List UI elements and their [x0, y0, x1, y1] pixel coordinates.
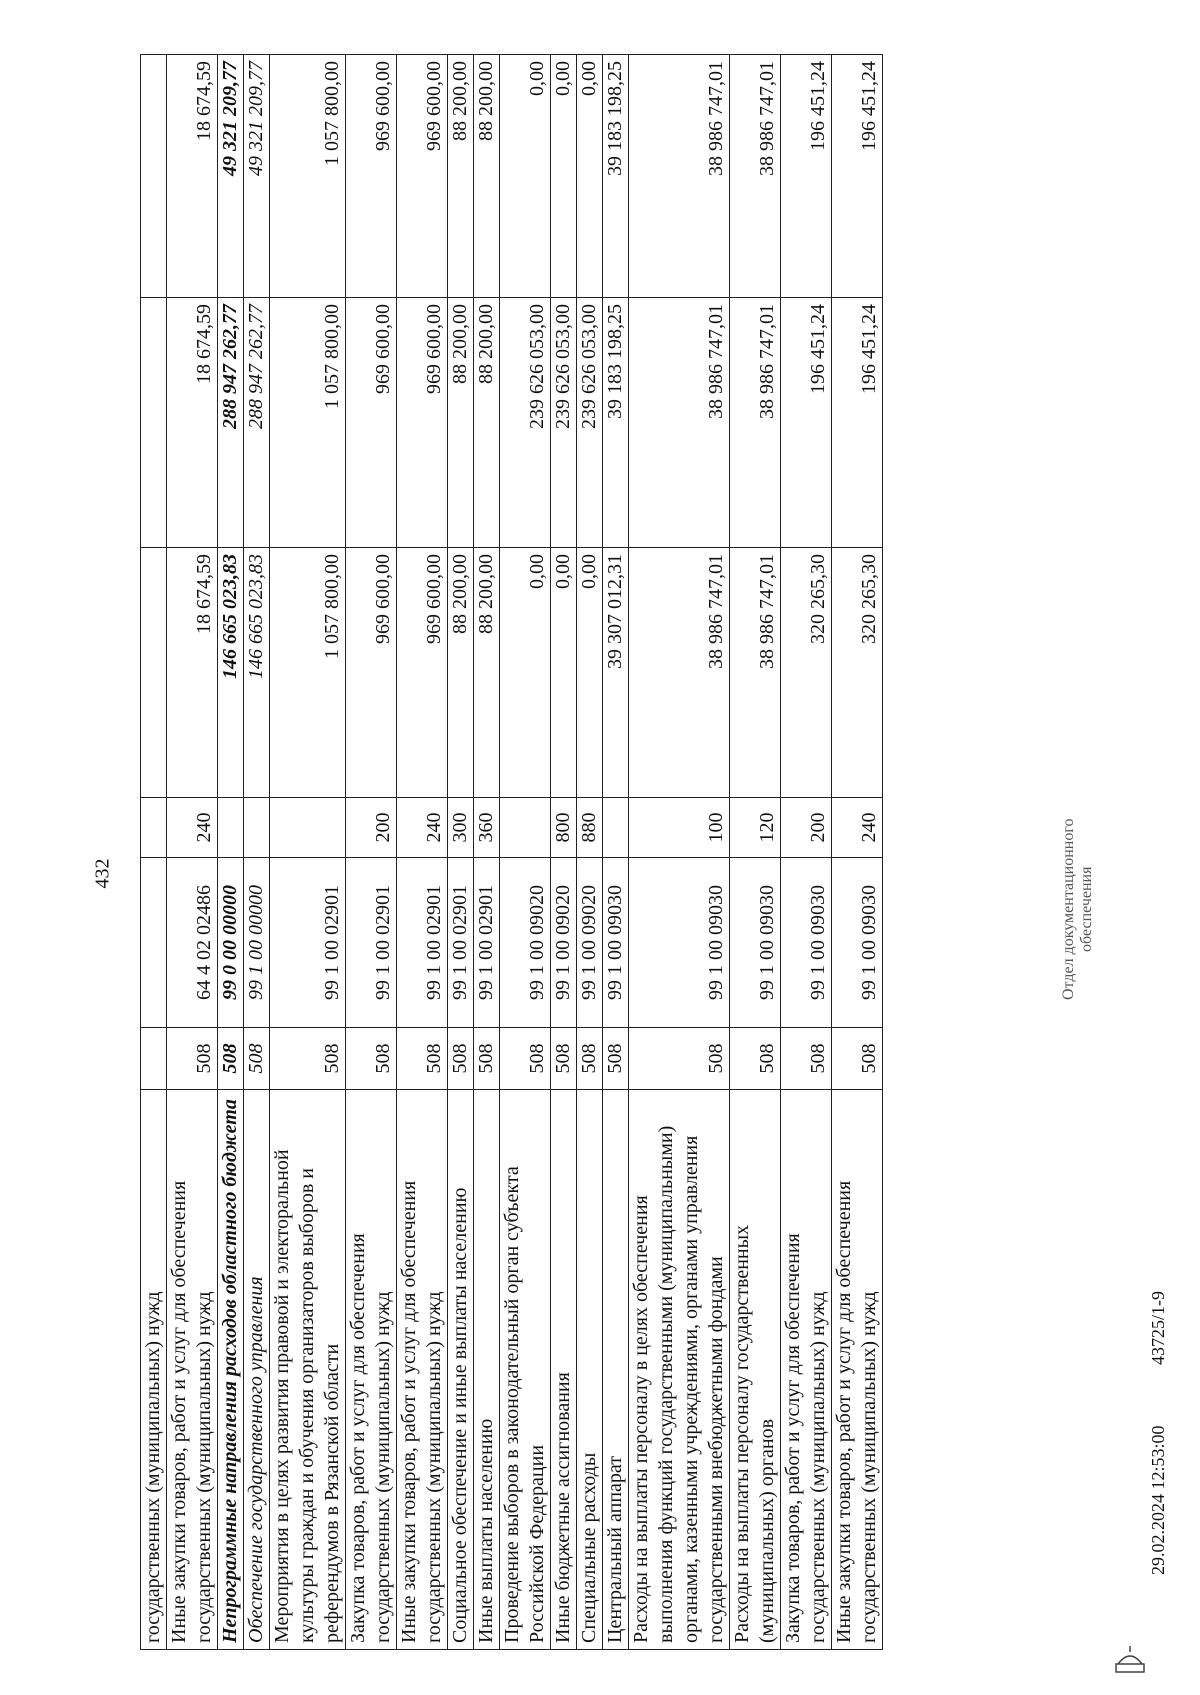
cell-v2: 38 986 747,01 [629, 298, 730, 548]
cell-v3: 88 200,00 [448, 55, 474, 298]
page-number: 432 [91, 858, 114, 889]
cell-ved: 508 [730, 1028, 781, 1090]
cell-vr: 240 [397, 798, 448, 858]
stamp-line-2: обеспечения [1078, 866, 1095, 952]
cell-v3: 49 321 209,77 [218, 55, 244, 298]
cell-name: Центральный аппарат [603, 1090, 629, 1650]
table-row [603, 55, 629, 1650]
cell-v1: 38 986 747,01 [730, 548, 781, 798]
department-stamp [1060, 818, 1096, 1000]
cell-v1: 88 200,00 [448, 548, 474, 798]
cell-csr: 99 1 00 09030 [603, 858, 629, 1028]
cell-name: Обеспечение государственного управления [244, 1090, 270, 1650]
cell-csr: 99 1 00 09020 [551, 858, 577, 1028]
cell-ved: 508 [244, 1028, 270, 1090]
cell-v3: 969 600,00 [397, 55, 448, 298]
cell-v2: 18 674,59 [167, 298, 218, 548]
cell-name: Иные закупки товаров, работ и услуг для обеспечения государственных (муниципальных) нужд [832, 1090, 883, 1650]
cell-ved [141, 1028, 167, 1090]
stamp-line-1: Отдел документационного [1060, 818, 1077, 1000]
cell-v2: 196 451,24 [832, 298, 883, 548]
cell-v2: 969 600,00 [346, 298, 397, 548]
table-row [167, 55, 218, 1650]
cell-v1: 0,00 [500, 548, 551, 798]
cell-v1: 146 665 023,83 [244, 548, 270, 798]
cell-v2: 196 451,24 [781, 298, 832, 548]
cell-v1: 0,00 [551, 548, 577, 798]
table-row [270, 55, 346, 1650]
cell-name: Непрограммные направления расходов областного бюджета [218, 1090, 244, 1650]
cell-name: Мероприятия в целях развития правовой и электоральной культуры граждан и обучения организаторов выборов и референдумов в Рязанской области [270, 1090, 346, 1650]
cell-v3: 88 200,00 [474, 55, 500, 298]
cell-vr: 120 [730, 798, 781, 858]
cell-v2: 288 947 262,77 [244, 298, 270, 548]
cell-v3: 0,00 [577, 55, 603, 298]
cell-csr: 99 1 00 09030 [730, 858, 781, 1028]
table-row [832, 55, 883, 1650]
cell-name: Закупка товаров, работ и услуг для обеспечения государственных (муниципальных) нужд [346, 1090, 397, 1650]
cell-ved: 508 [832, 1028, 883, 1090]
cell-ved: 508 [603, 1028, 629, 1090]
cell-ved: 508 [500, 1028, 551, 1090]
cell-csr: 99 1 00 02901 [448, 858, 474, 1028]
cell-csr: 64 4 02 02486 [167, 858, 218, 1028]
cell-v1: 320 265,30 [781, 548, 832, 798]
table-row [500, 55, 551, 1650]
cell-v2: 1 057 800,00 [270, 298, 346, 548]
cell-csr: 99 1 00 02901 [346, 858, 397, 1028]
table-row [218, 55, 244, 1650]
cell-name: Специальные расходы [577, 1090, 603, 1650]
cell-v2: 239 626 053,00 [577, 298, 603, 548]
cell-csr: 99 1 00 02901 [270, 858, 346, 1028]
cell-v2 [141, 298, 167, 548]
cell-v2: 288 947 262,77 [218, 298, 244, 548]
cell-v3 [141, 55, 167, 298]
cell-v1: 969 600,00 [397, 548, 448, 798]
cell-v3: 0,00 [551, 55, 577, 298]
cell-v1: 969 600,00 [346, 548, 397, 798]
cell-ved: 508 [474, 1028, 500, 1090]
table-row [244, 55, 270, 1650]
table-row [397, 55, 448, 1650]
table-row [730, 55, 781, 1650]
cell-ved: 508 [270, 1028, 346, 1090]
cell-v2: 88 200,00 [448, 298, 474, 548]
cell-csr: 99 1 00 09030 [629, 858, 730, 1028]
cell-v2: 88 200,00 [474, 298, 500, 548]
cell-csr: 99 1 00 00000 [244, 858, 270, 1028]
cell-name: Закупка товаров, работ и услуг для обеспечения государственных (муниципальных) нужд [781, 1090, 832, 1650]
cell-name: Расходы на выплаты персоналу государственных (муниципальных) органов [730, 1090, 781, 1650]
cell-name: Иные закупки товаров, работ и услуг для обеспечения государственных (муниципальных) нужд [167, 1090, 218, 1650]
cell-vr: 240 [832, 798, 883, 858]
table-row [577, 55, 603, 1650]
cell-v3: 38 986 747,01 [730, 55, 781, 298]
cell-v2: 239 626 053,00 [551, 298, 577, 548]
cell-csr [141, 858, 167, 1028]
cell-name: Социальное обеспечение и иные выплаты населению [448, 1090, 474, 1650]
cell-v1: 88 200,00 [474, 548, 500, 798]
cell-vr: 800 [551, 798, 577, 858]
cell-vr: 240 [167, 798, 218, 858]
cell-v1: 39 307 012,31 [603, 548, 629, 798]
cell-v3: 18 674,59 [167, 55, 218, 298]
cell-v1: 18 674,59 [167, 548, 218, 798]
cell-v1: 146 665 023,83 [218, 548, 244, 798]
cell-v3: 1 057 800,00 [270, 55, 346, 298]
cell-csr: 99 1 00 09020 [577, 858, 603, 1028]
cell-v1: 0,00 [577, 548, 603, 798]
cell-name: Иные бюджетные ассигнования [551, 1090, 577, 1650]
cell-v2: 38 986 747,01 [730, 298, 781, 548]
cell-ved: 508 [577, 1028, 603, 1090]
cell-vr: 880 [577, 798, 603, 858]
cell-vr: 200 [346, 798, 397, 858]
cell-vr [218, 798, 244, 858]
duma-logo-icon [1110, 1640, 1150, 1680]
cell-ved: 508 [551, 1028, 577, 1090]
cell-vr [244, 798, 270, 858]
cell-name: Расходы на выплаты персоналу в целях обеспечения выполнения функций государственными (муниципальными) органами, казенными учреждениями, органами управления государственными внебюджетными фондами [629, 1090, 730, 1650]
footer-code: 43725/1-9 [1148, 1291, 1168, 1365]
cell-ved: 508 [781, 1028, 832, 1090]
cell-vr: 200 [781, 798, 832, 858]
cell-csr: 99 1 00 09030 [832, 858, 883, 1028]
table-row [551, 55, 577, 1650]
cell-vr [500, 798, 551, 858]
footer-date: 29.02.2024 12:53:00 [1148, 1425, 1168, 1575]
budget-table [140, 54, 883, 1650]
cell-v3: 49 321 209,77 [244, 55, 270, 298]
table-row [448, 55, 474, 1650]
cell-v2: 239 626 053,00 [500, 298, 551, 548]
cell-v3: 38 986 747,01 [629, 55, 730, 298]
cell-v1: 320 265,30 [832, 548, 883, 798]
table-row [629, 55, 730, 1650]
cell-ved: 508 [167, 1028, 218, 1090]
table-row [781, 55, 832, 1650]
cell-v1 [141, 548, 167, 798]
cell-v1: 38 986 747,01 [629, 548, 730, 798]
cell-name: Иные закупки товаров, работ и услуг для обеспечения государственных (муниципальных) нужд [397, 1090, 448, 1650]
cell-name: государственных (муниципальных) нужд [141, 1090, 167, 1650]
cell-csr: 99 1 00 02901 [397, 858, 448, 1028]
rotated-page-content [140, 55, 1110, 1650]
cell-ved: 508 [346, 1028, 397, 1090]
cell-ved: 508 [218, 1028, 244, 1090]
cell-csr: 99 0 00 00000 [218, 858, 244, 1028]
cell-name: Проведение выборов в законодательный орган субъекта Российской Федерации [500, 1090, 551, 1650]
table-row [474, 55, 500, 1650]
cell-vr [141, 798, 167, 858]
cell-vr: 360 [474, 798, 500, 858]
cell-vr: 300 [448, 798, 474, 858]
cell-ved: 508 [629, 1028, 730, 1090]
cell-v2: 969 600,00 [397, 298, 448, 548]
cell-csr: 99 1 00 09020 [500, 858, 551, 1028]
cell-csr: 99 1 00 02901 [474, 858, 500, 1028]
cell-v2: 39 183 198,25 [603, 298, 629, 548]
table-row [346, 55, 397, 1650]
cell-vr [270, 798, 346, 858]
cell-ved: 508 [397, 1028, 448, 1090]
budget-table-body [141, 55, 883, 1650]
cell-v3: 196 451,24 [781, 55, 832, 298]
table-row [141, 55, 167, 1650]
cell-v1: 1 057 800,00 [270, 548, 346, 798]
cell-v3: 196 451,24 [832, 55, 883, 298]
cell-ved: 508 [448, 1028, 474, 1090]
cell-v3: 39 183 198,25 [603, 55, 629, 298]
cell-vr [603, 798, 629, 858]
cell-csr: 99 1 00 09030 [781, 858, 832, 1028]
cell-name: Иные выплаты населению [474, 1090, 500, 1650]
cell-v3: 0,00 [500, 55, 551, 298]
cell-v3: 969 600,00 [346, 55, 397, 298]
cell-vr: 100 [629, 798, 730, 858]
